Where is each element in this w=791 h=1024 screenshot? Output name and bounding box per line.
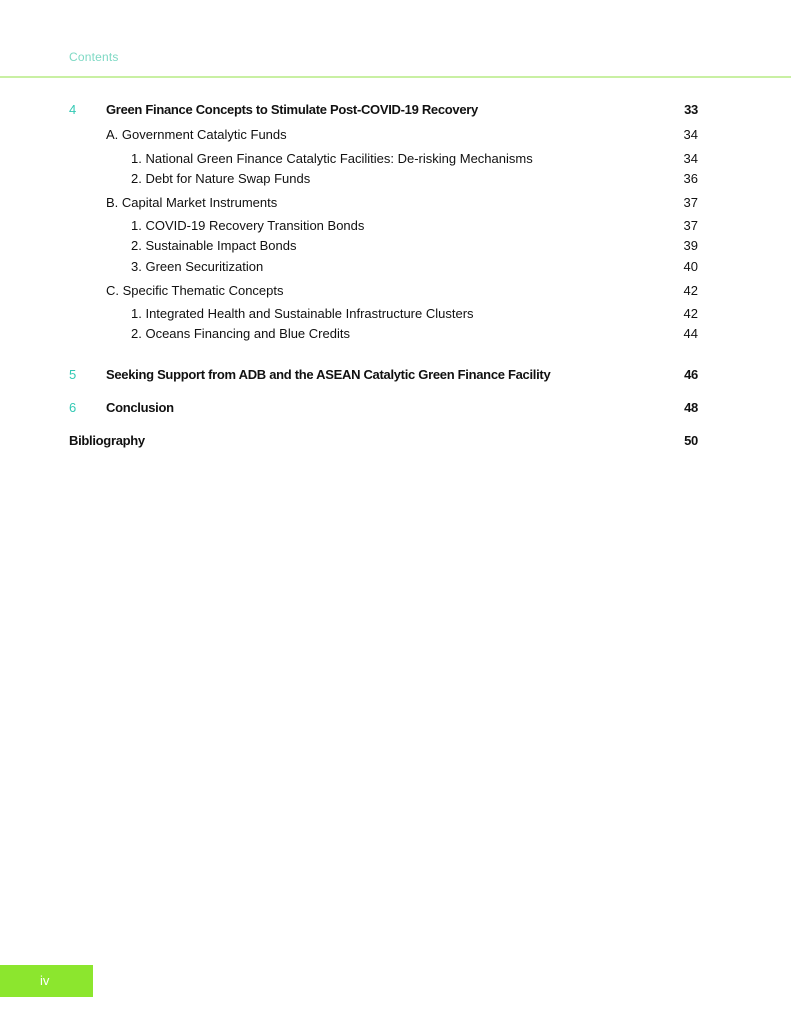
page-number: 42 xyxy=(683,306,698,321)
toc-chapter-4[interactable] xyxy=(0,101,791,119)
page-folio-tab xyxy=(0,965,93,997)
page-number: 33 xyxy=(684,102,698,117)
toc-section-b[interactable] xyxy=(0,194,791,212)
chapter-title: Seeking Support from ADB and the ASEAN Catalytic Green Finance Facility xyxy=(106,367,551,382)
section-title: A. Government Catalytic Funds xyxy=(106,127,287,142)
item-title: 3. Green Securitization xyxy=(131,259,264,274)
item-title: 1. COVID-19 Recovery Transition Bonds xyxy=(131,218,365,233)
chapter-title: Green Finance Concepts to Stimulate Post-COVID-19 Recovery xyxy=(106,102,478,117)
toc-item-c1[interactable] xyxy=(0,305,791,323)
item-title: 1. National Green Finance Catalytic Facilities: De-risking Mechanisms xyxy=(131,151,533,166)
page-number: 34 xyxy=(683,151,698,166)
toc-item-a1[interactable] xyxy=(0,150,791,168)
page-number: 36 xyxy=(683,171,698,186)
page-number: 39 xyxy=(683,238,698,253)
chapter-number: 6 xyxy=(69,400,77,415)
page-number: 44 xyxy=(683,326,698,341)
item-title: 2. Sustainable Impact Bonds xyxy=(131,238,297,253)
page-number: 48 xyxy=(684,400,698,415)
toc-item-c2[interactable] xyxy=(0,325,791,343)
toc-item-b2[interactable] xyxy=(0,237,791,255)
page-number: 40 xyxy=(683,259,698,274)
page-number: 42 xyxy=(683,283,698,298)
folio-page-number: iv xyxy=(40,973,50,988)
page-number: 37 xyxy=(683,218,698,233)
header-divider xyxy=(0,76,791,78)
toc-item-a2[interactable] xyxy=(0,170,791,188)
item-title: 1. Integrated Health and Sustainable Infrastructure Clusters xyxy=(131,306,474,321)
chapter-number: 5 xyxy=(69,367,77,382)
page-number: 34 xyxy=(683,127,698,142)
page-number: 50 xyxy=(684,433,698,448)
toc-item-b1[interactable] xyxy=(0,217,791,235)
chapter-title: Conclusion xyxy=(106,400,174,415)
toc-section-a[interactable] xyxy=(0,126,791,144)
toc-chapter-6[interactable] xyxy=(0,399,791,417)
toc-chapter-5[interactable] xyxy=(0,366,791,384)
toc-section-c[interactable] xyxy=(0,282,791,300)
section-title: B. Capital Market Instruments xyxy=(106,195,278,210)
running-header-title: Contents xyxy=(69,50,119,64)
toc-item-b3[interactable] xyxy=(0,258,791,276)
item-title: 2. Oceans Financing and Blue Credits xyxy=(131,326,350,341)
page-number: 46 xyxy=(684,367,698,382)
toc-bibliography[interactable] xyxy=(0,432,791,450)
page-number: 37 xyxy=(683,195,698,210)
chapter-number: 4 xyxy=(69,102,77,117)
section-title: C. Specific Thematic Concepts xyxy=(106,283,284,298)
item-title: 2. Debt for Nature Swap Funds xyxy=(131,171,311,186)
bibliography-title: Bibliography xyxy=(69,433,145,448)
